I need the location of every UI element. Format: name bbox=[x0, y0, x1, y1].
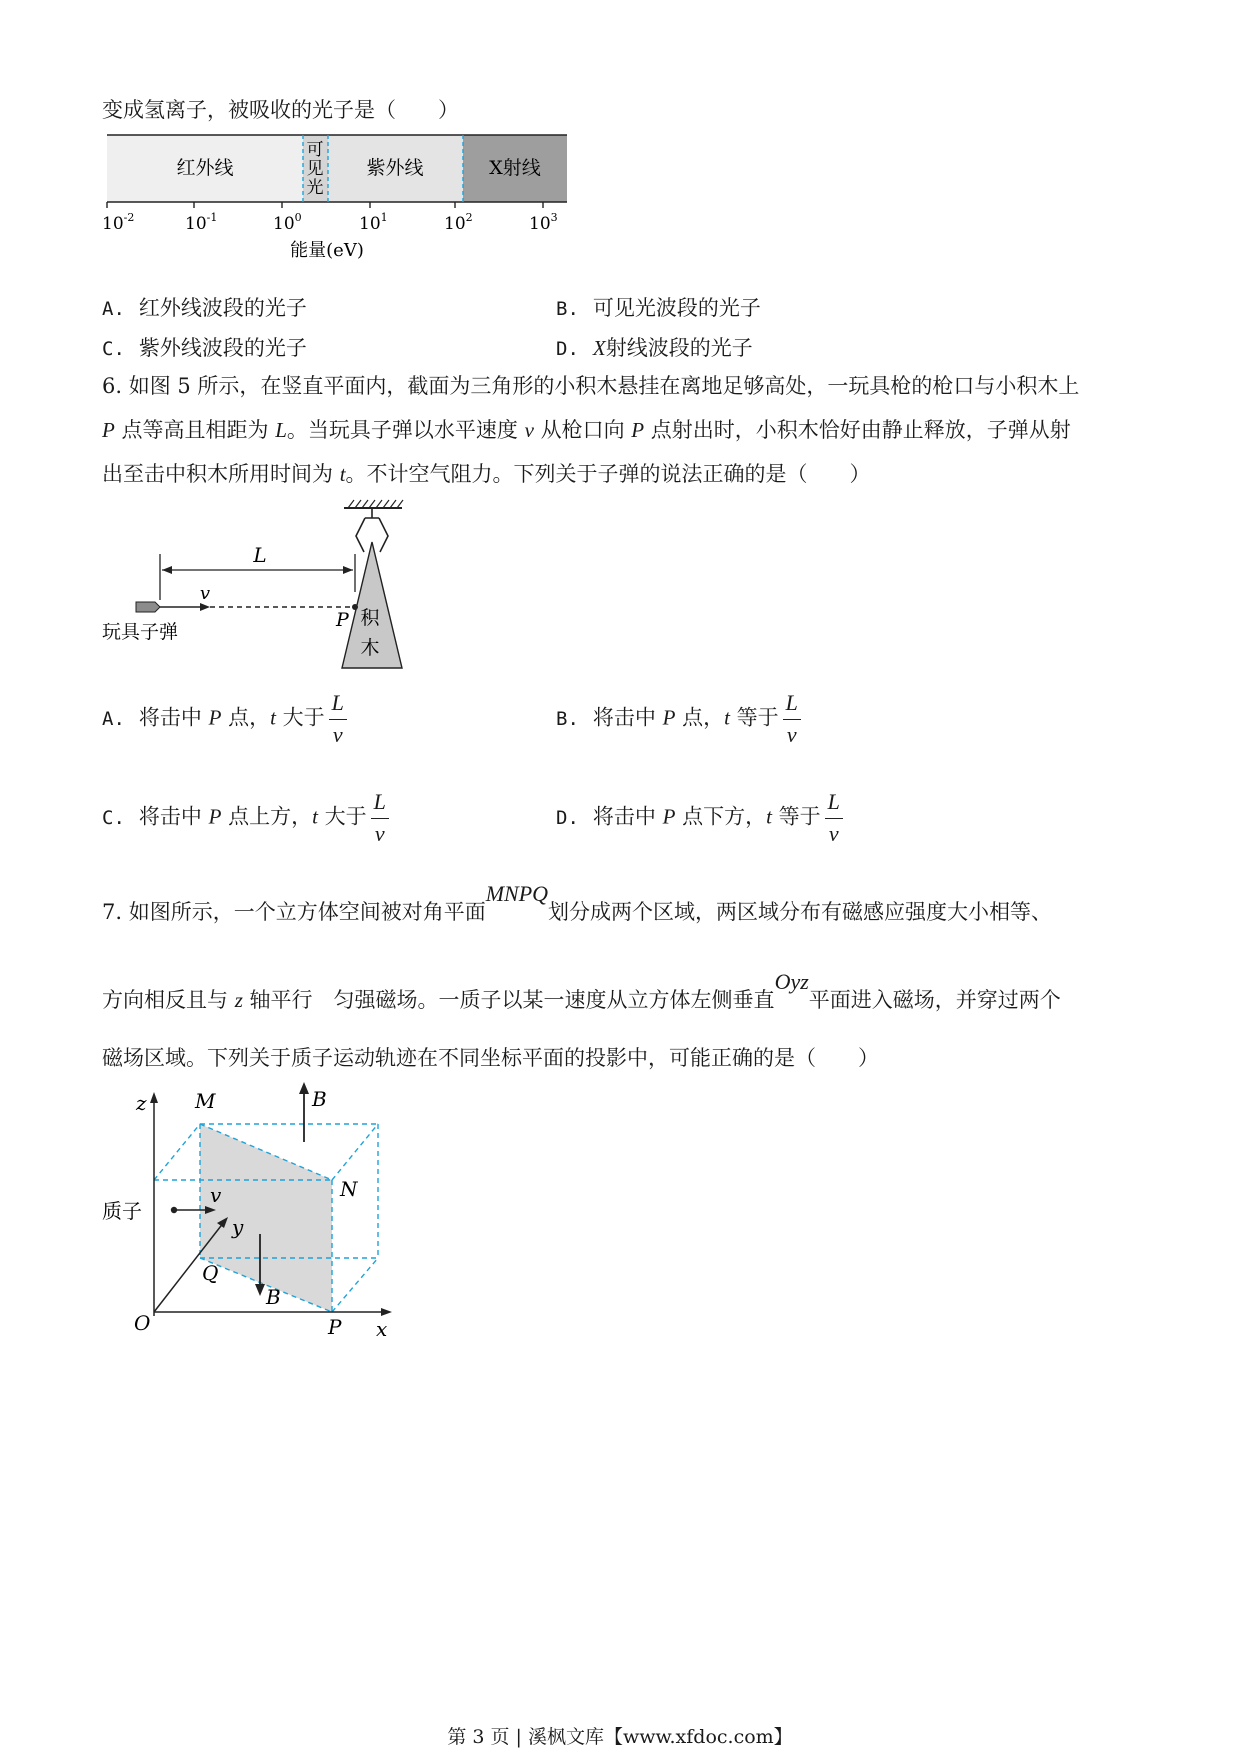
axis-label-energy: 能量(eV) bbox=[290, 240, 364, 261]
option-text: 紫外线波段的光子 bbox=[138, 336, 307, 360]
q7-stem-line-1: 7. 如图所示，一个立方体空间被对角平面MNPQ划分成两个区域，两区域分布有磁感应强度大小相等、 bbox=[102, 881, 1053, 924]
bullet bbox=[136, 602, 160, 612]
field-arrow-up-head bbox=[299, 1082, 309, 1094]
q5-stem: 变成氢离子，被吸收的光子是（ ） bbox=[102, 98, 459, 122]
option-letter: D. bbox=[556, 338, 579, 360]
option-letter: B. bbox=[556, 298, 579, 320]
label-v: v bbox=[210, 1183, 222, 1207]
q6-figure bbox=[100, 492, 420, 682]
band-label-infrared: 红外线 bbox=[176, 157, 234, 179]
q5-option-b[interactable] bbox=[556, 292, 761, 322]
tick-label-1e2: $10^2$ bbox=[444, 211, 473, 234]
option-letter: A. bbox=[102, 298, 125, 320]
band-label-visible-2: 见 bbox=[306, 159, 324, 179]
point-P-dot bbox=[352, 604, 358, 610]
q5-spectrum-figure bbox=[96, 128, 586, 268]
q7-stem-line-3: 磁场区域。下列关于质子运动轨迹在不同坐标平面的投影中，可能正确的是（ ） bbox=[102, 1046, 879, 1070]
label-P: P bbox=[328, 1315, 342, 1339]
ceiling-hatch bbox=[348, 500, 403, 508]
q6-stem-line-3: 出至击中积木所用时间为 t。不计空气阻力。下列关于子弹的说法正确的是（ ） bbox=[102, 462, 871, 486]
label-B-down: B bbox=[266, 1285, 281, 1309]
q5-option-d[interactable] bbox=[556, 332, 753, 362]
tick-label-1e3: $10^3$ bbox=[529, 211, 558, 234]
option-text: 射线波段的光子 bbox=[605, 336, 753, 360]
q6-option-a[interactable]: A. 将击中 P 点，t 大于 $\frac{L}{v}$ bbox=[102, 690, 347, 748]
label-N: N bbox=[340, 1177, 358, 1201]
fraction-L-over-v: $\frac{L}{v}$ bbox=[825, 789, 843, 847]
q6-stem-line-2: P 点等高且相距为 L。当玩具子弹以水平速度 v 从枪口向 P 点射出时，小积木恰好由静止释放，子弹从射 bbox=[102, 418, 1071, 442]
label-P: P bbox=[336, 609, 349, 631]
fraction-L-over-v: $\frac{L}{v}$ bbox=[783, 690, 801, 748]
label-Q: Q bbox=[202, 1261, 219, 1285]
plane-MNPQ bbox=[200, 1124, 332, 1312]
tick-label-1e0: $10^0$ bbox=[273, 211, 302, 234]
option-text: 可见光波段的光子 bbox=[592, 296, 761, 320]
velocity-arrow-head bbox=[200, 603, 210, 611]
q5-option-a[interactable] bbox=[102, 292, 307, 322]
tick-label-1e1: $10^1$ bbox=[359, 211, 388, 234]
fraction-L-over-v: $\frac{L}{v}$ bbox=[329, 690, 347, 748]
tick-label-1e-2: $10^{-2}$ bbox=[102, 211, 135, 234]
tick-label-1e-1: $10^{-1}$ bbox=[185, 211, 218, 234]
distance-arrow-right bbox=[343, 566, 353, 574]
option-letter: C. bbox=[102, 338, 125, 360]
label-L: L bbox=[253, 543, 267, 567]
label-y: y bbox=[232, 1215, 244, 1239]
band-label-visible-1: 可 bbox=[306, 140, 324, 160]
page-footer: 第 3 页 | 溪枫文库【www.xfdoc.com】 bbox=[447, 1726, 793, 1748]
z-axis-arrow bbox=[150, 1092, 158, 1103]
label-toy-bullet: 玩具子弹 bbox=[102, 621, 179, 643]
fraction-L-over-v: $\frac{L}{v}$ bbox=[371, 789, 389, 847]
axis-ticks bbox=[107, 202, 543, 208]
band-label-xray: X射线 bbox=[489, 157, 541, 179]
q5-option-c[interactable] bbox=[102, 332, 307, 362]
field-arrow-down-head bbox=[255, 1284, 265, 1296]
block-label-1: 积 bbox=[360, 607, 380, 629]
label-O: O bbox=[134, 1311, 151, 1335]
label-z: z bbox=[136, 1091, 147, 1115]
band-label-visible-3: 光 bbox=[306, 178, 324, 198]
label-v: v bbox=[199, 583, 211, 604]
option-var: X bbox=[592, 336, 606, 360]
q7-stem-line-2: 方向相反且与 z 轴平行 匀强磁场。一质子以某一速度从立方体左侧垂直Oyz平面进入磁场，并穿过两个 bbox=[102, 969, 1061, 1012]
q7-cube-figure bbox=[100, 1076, 410, 1346]
block-label-2: 木 bbox=[360, 637, 380, 659]
label-proton: 质子 bbox=[102, 1199, 142, 1223]
q6-option-c[interactable]: C. 将击中 P 点上方，t 大于 $\frac{L}{v}$ bbox=[102, 789, 389, 847]
q6-option-b[interactable]: B. 将击中 P 点，t 等于 $\frac{L}{v}$ bbox=[556, 690, 801, 748]
q6-stem-line-1: 6. 如图 5 所示，在竖直平面内，截面为三角形的小积木悬挂在离地足够高处，一玩具枪的枪口与小积木上 bbox=[102, 374, 1080, 398]
band-label-ultraviolet: 紫外线 bbox=[366, 157, 424, 179]
option-text: 红外线波段的光子 bbox=[138, 296, 307, 320]
distance-arrow-left bbox=[162, 566, 172, 574]
q6-option-d[interactable]: D. 将击中 P 点下方，t 等于 $\frac{L}{v}$ bbox=[556, 789, 843, 847]
label-M: M bbox=[195, 1089, 216, 1113]
label-x: x bbox=[376, 1317, 388, 1341]
label-B-up: B bbox=[312, 1087, 327, 1111]
x-axis-arrow bbox=[381, 1308, 392, 1316]
